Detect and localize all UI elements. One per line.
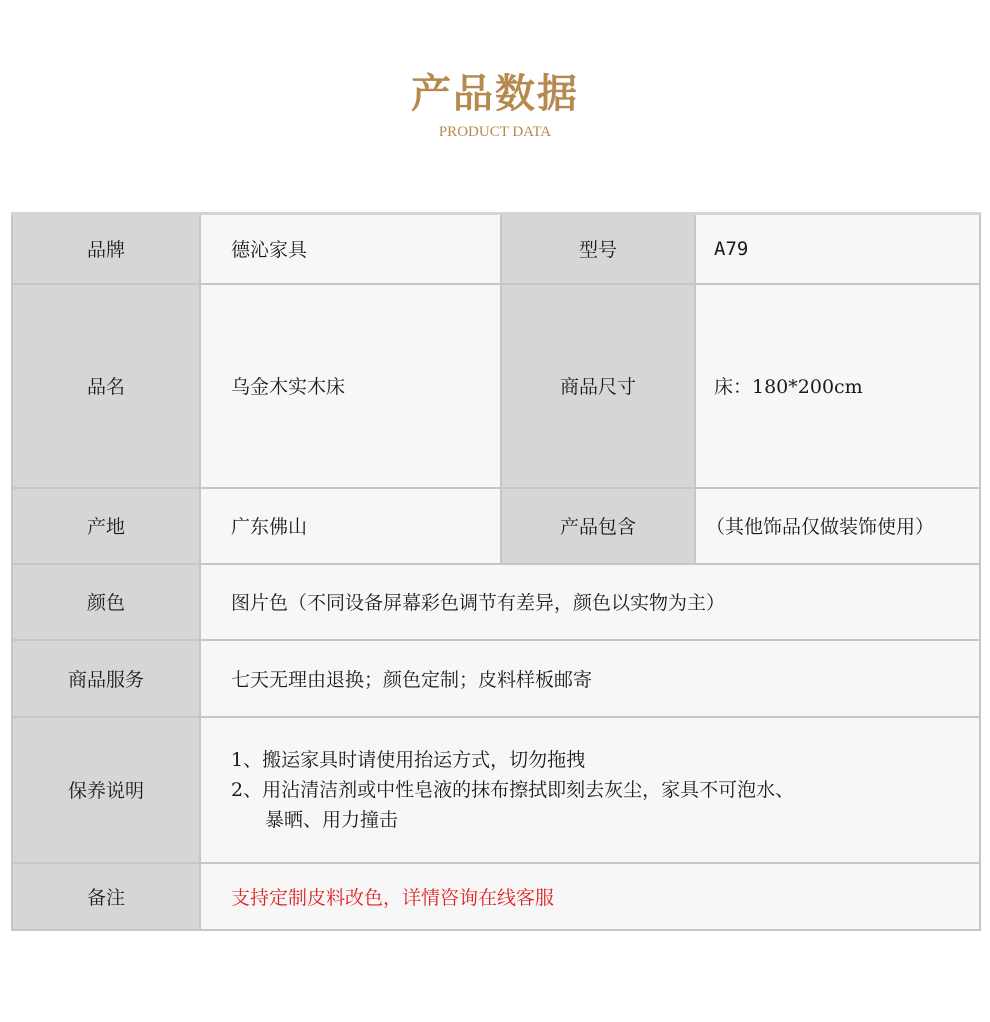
brand-value: 德沁家具	[200, 214, 501, 284]
product-name-value: 乌金木实木床	[200, 284, 501, 488]
model-label: 型号	[501, 214, 695, 284]
section-header	[0, 66, 990, 141]
origin-label: 产地	[12, 488, 200, 564]
product-name-label: 品名	[12, 284, 200, 488]
service-label: 商品服务	[12, 640, 200, 717]
section-title: 产品数据	[411, 70, 579, 117]
color-value: 图片色（不同设备屏幕彩色调节有差异，颜色以实物为主）	[200, 564, 980, 640]
table-row	[12, 863, 980, 930]
table-row	[12, 488, 980, 564]
size-label: 商品尺寸	[501, 284, 695, 488]
notes-value: 支持定制皮料改色，详情咨询在线客服	[200, 863, 980, 930]
care-line-2: 2、用沾清洁剂或中性皂液的抹布擦拭即刻去灰尘，家具不可泡水、	[231, 778, 795, 801]
section-subtitle: PRODUCT DATA	[438, 124, 552, 140]
table-row	[12, 284, 980, 488]
brand-label: 品牌	[12, 214, 200, 284]
table-row	[12, 717, 980, 863]
service-value: 七天无理由退换；颜色定制；皮料样板邮寄	[200, 640, 980, 717]
origin-value: 广东佛山	[200, 488, 501, 564]
contents-value: （其他饰品仅做装饰使用）	[695, 488, 980, 564]
size-value: 床：180*200cm	[695, 284, 980, 488]
contents-label: 产品包含	[501, 488, 695, 564]
table-row	[12, 640, 980, 717]
model-value: A79	[695, 214, 980, 284]
notes-label: 备注	[12, 863, 200, 930]
table-row	[12, 214, 980, 284]
care-label: 保养说明	[12, 717, 200, 863]
product-data-table	[11, 212, 981, 931]
table-row	[12, 564, 980, 640]
color-label: 颜色	[12, 564, 200, 640]
care-line-1: 1、搬运家具时请使用抬运方式，切勿拖拽	[231, 748, 586, 771]
care-line-3: 暴晒、用力撞击	[265, 808, 399, 831]
care-value	[200, 717, 980, 863]
